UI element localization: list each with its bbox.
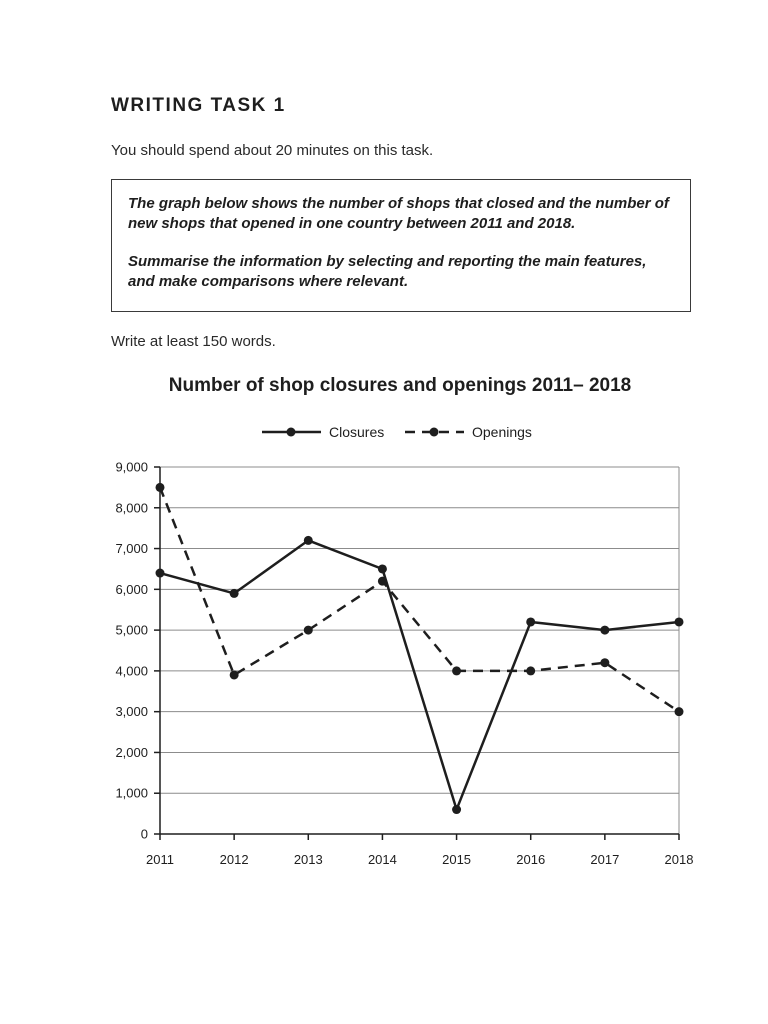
x-tick-label: 2016	[516, 852, 546, 867]
openings-point	[452, 666, 461, 675]
word-count-instruction: Write at least 150 words.	[111, 333, 276, 350]
closures-point	[378, 564, 387, 573]
openings-point	[526, 666, 535, 675]
openings-line	[160, 487, 679, 711]
y-tick-label: 9,000	[115, 459, 148, 475]
task-prompt-box	[111, 179, 691, 312]
y-axis	[115, 460, 160, 842]
closures-legend-label: Closures	[329, 424, 385, 440]
chart-legend	[262, 424, 532, 440]
chart-title: Number of shop closures and openings 2011– 2018	[168, 375, 632, 396]
x-tick-label: 2014	[367, 852, 397, 867]
closures-point	[526, 617, 535, 626]
openings-point	[304, 626, 313, 635]
prompt-description: The graph below shows the number of shops that closed and the number of new shops that opened in one country between 2011 and 2018.	[128, 195, 669, 232]
y-tick-label: 4,000	[115, 663, 148, 679]
y-tick-label: 7,000	[115, 541, 148, 557]
closures-point	[675, 617, 684, 626]
y-tick-label: 5,000	[115, 622, 148, 638]
prompt-instruction: Summarise the information by selecting and reporting the main features, and make comparisons where relevant.	[128, 253, 647, 290]
y-tick-label: 6,000	[115, 581, 148, 597]
y-tick-label: 8,000	[115, 500, 148, 516]
x-axis	[146, 834, 693, 867]
closures-legend-marker	[287, 428, 296, 437]
time-instruction: You should spend about 20 minutes on this task.	[111, 142, 434, 159]
closures-point	[452, 805, 461, 814]
y-tick-label: 2,000	[115, 744, 148, 760]
openings-point	[378, 577, 387, 586]
task-title: WRITING TASK 1	[111, 95, 286, 116]
openings-point	[156, 483, 165, 492]
x-tick-label: 2012	[219, 852, 249, 867]
closures-point	[156, 569, 165, 578]
chart-grid	[160, 467, 679, 834]
openings-point	[675, 707, 684, 716]
x-tick-label: 2013	[293, 852, 323, 867]
x-tick-label: 2011	[146, 852, 174, 867]
y-tick-label: 1,000	[115, 785, 148, 801]
openings-point	[230, 670, 239, 679]
x-tick-label: 2018	[664, 852, 694, 867]
y-tick-label: 0	[140, 826, 148, 842]
closures-point	[230, 589, 239, 598]
closures-point	[304, 536, 313, 545]
openings-legend-label: Openings	[472, 424, 532, 440]
openings-point	[600, 658, 609, 667]
closures-point	[600, 626, 609, 635]
x-tick-label: 2015	[442, 852, 472, 867]
y-tick-label: 3,000	[115, 704, 148, 720]
x-tick-label: 2017	[590, 852, 620, 867]
openings-legend-marker	[430, 428, 439, 437]
line-chart	[0, 360, 768, 900]
chart-series	[156, 483, 684, 814]
